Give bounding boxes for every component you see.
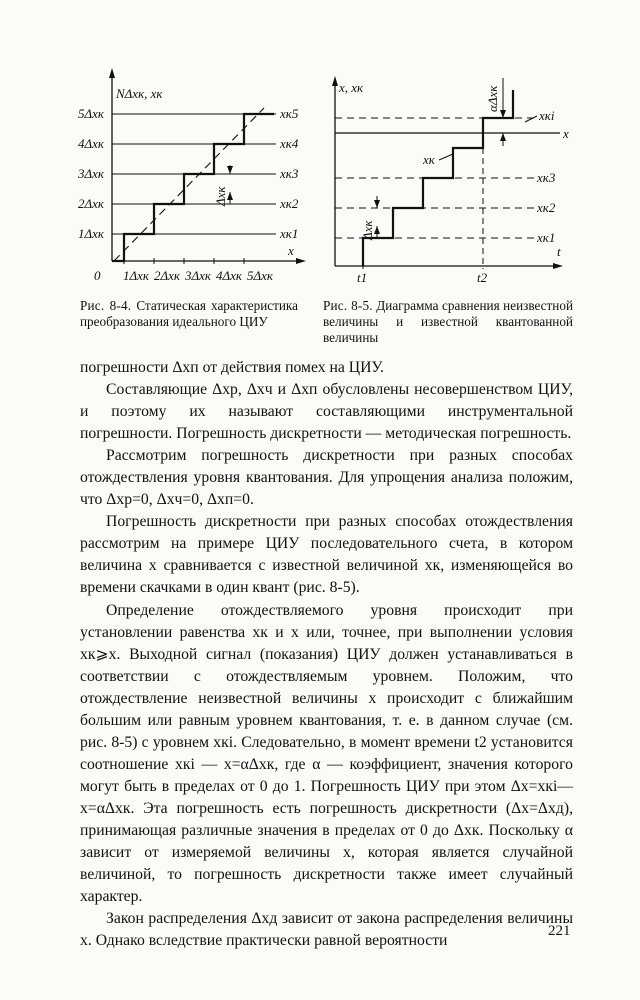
figure-8-4-caption-number: Рис. 8-4. [80, 298, 132, 313]
level-label-2: xк2 [280, 196, 299, 211]
paragraph-4: Погрешность дискретности при разных способах отождествления рассмотрим на примере ЦИУ последовательного счета, в котором величина x сравнивается с известной величиной xк, изменяющейся во времени скачками в один квант (рис. 8-5). [80, 513, 573, 597]
page-number: 221 [548, 923, 571, 939]
x-tick-5: 5Δxк [247, 268, 273, 283]
x-line-label: x [563, 126, 569, 141]
paragraph-5: Определение отождествляемого уровня происходит при установлении равенства xк и x или, точнее, при выполнении условия xк⩾x. Выходной сигнал (показания) ЦИУ должен устанавливаться в соответствии с отождествляемым уровнем. Положим, что отождествление неизвестной величины x происходит с ближайшим большим или равным уровнем квантования, т. е. в данном случае (см. рис. 8-5) с уровнем xкi. Следовательно, в момент времени t2 установится соотношение xкi — x=αΔxк, где α — коэффициент, значения которого могут быть в пределах от 0 до 1. Погрешность ЦИУ при этом Δx=xкi—x=αΔxк. Эта погрешность есть погрешность дискретности (Δx=Δxд), принимающая различные значения в пределах от 0 до Δxк. Поскольку α зависит от измеряемой величины x, которая является случайной величиной, то погрешность дискретности также имеет случайный характер. [80, 601, 573, 906]
y-tick-3: 3Δxк [78, 166, 104, 181]
level-label-1: xк1 [280, 226, 299, 241]
figure-8-5 [325, 60, 575, 292]
figure-8-4 [78, 60, 313, 292]
y-axis-label: NΔxк, xк [116, 86, 163, 101]
y-tick-5: 5Δxк [78, 106, 104, 121]
level-label-4: xк4 [280, 136, 299, 151]
x-tick-1: 1Δxк [123, 268, 149, 283]
figure-8-4-diagram [78, 60, 313, 292]
curve-label: xк [423, 152, 435, 167]
x-tick-2: 2Δxк [154, 268, 180, 283]
y-tick-4: 4Δxк [78, 136, 104, 151]
level-label-3: xк3 [280, 166, 299, 181]
figure-8-4-caption [80, 298, 298, 330]
level-label-1: xк1 [537, 230, 556, 245]
paragraph-1: погрешности Δxп от действия помех на ЦИУ. [80, 359, 384, 376]
paragraph-6: Закон распределения Δxд зависит от закона распределения величины x. Однако вследствие практически равной вероятности [80, 910, 573, 950]
figure-8-5-caption-text: Диаграмма сравнения неизвестной величины и известной квантованной величины [323, 298, 574, 345]
paragraph-2: Составляющие Δxр, Δxч и Δxп обусловлены несовершенством ЦИУ, и поэтому их называют составляющими инструментальной погрешности. Погрешность дискретности — методическая погрешность. [80, 381, 573, 443]
ideal-line [114, 108, 264, 261]
level-label-i: xкi [539, 108, 555, 123]
y-tick-1: 1Δxк [78, 226, 104, 241]
paragraph-3: Рассмотрим погрешность дискретности при разных способах отождествления уровня квантования. Для упрощения анализа положим, что Δxр=0, Δxч=0, Δxп=0. [80, 447, 573, 509]
x-tick-4: 4Δxк [216, 268, 242, 283]
figure-8-5-diagram [325, 60, 575, 292]
alpha-label: αΔxк [485, 85, 500, 112]
y-tick-2: 2Δxк [78, 196, 104, 211]
t-axis-label: t [557, 244, 561, 259]
figure-8-4-caption-text: Статическая характеристика преобразования идеального ЦИУ [80, 298, 298, 329]
x-axis-label: x [288, 243, 294, 258]
y-axis-label: x, xк [339, 80, 364, 95]
step-label: Δxк [360, 220, 375, 240]
body-text [80, 357, 573, 952]
figure-8-5-caption-number: Рис. 8-5. [323, 298, 373, 313]
x-origin: 0 [94, 268, 101, 283]
step-label: Δxк [213, 186, 228, 206]
level-label-2: xк2 [537, 200, 556, 215]
t1-label: t1 [357, 270, 368, 285]
t2-label: t2 [477, 270, 488, 285]
level-label-5: xк5 [280, 106, 299, 121]
level-label-3: xк3 [537, 170, 556, 185]
figure-8-5-caption [323, 298, 573, 346]
x-tick-3: 3Δxк [185, 268, 211, 283]
